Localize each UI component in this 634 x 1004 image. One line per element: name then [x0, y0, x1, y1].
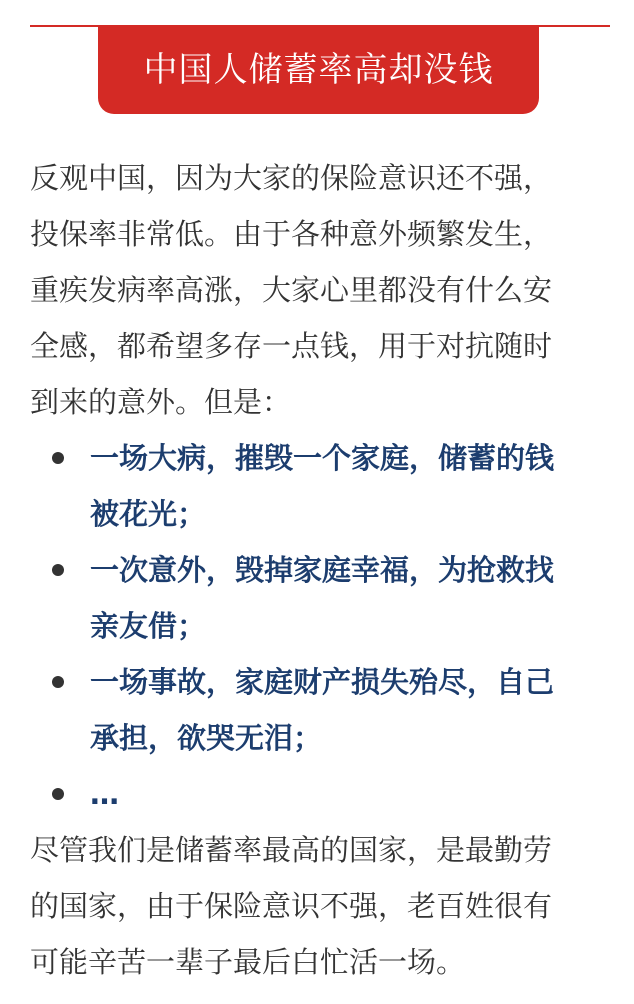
intro-line: 全感，都希望多存一点钱，用于对抗随时 — [30, 329, 553, 363]
bullet-dot-icon — [52, 452, 64, 464]
bullet-item — [30, 430, 606, 542]
conclusion-line: 可能辛苦一辈子最后白忙活一场。 — [30, 945, 466, 979]
bullet-dot-icon — [52, 676, 64, 688]
conclusion-line: 尽管我们是储蓄率最高的国家，是最勤劳 — [30, 833, 553, 867]
bullet-line: 亲友借； — [90, 609, 207, 643]
bullet-dot-icon — [52, 564, 64, 576]
intro-line: 到来的意外。但是： — [30, 385, 292, 419]
bullet-line: 一次意外，毁掉家庭幸福，为抢救找 — [90, 553, 555, 587]
bullet-line: … — [90, 777, 119, 811]
bullet-item — [30, 542, 606, 654]
intro-line: 重疾发病率高涨，大家心里都没有什么安 — [30, 273, 553, 307]
bullet-line: 一场大病，摧毁一个家庭，储蓄的钱 — [90, 441, 555, 475]
bullet-item — [30, 654, 606, 766]
bullet-line: 承担，欲哭无泪； — [90, 721, 323, 755]
conclusion-paragraph — [30, 822, 606, 990]
intro-paragraph — [30, 150, 606, 430]
bullet-line: 一场事故，家庭财产损失殆尽，自己 — [90, 665, 555, 699]
conclusion-line: 的国家，由于保险意识不强，老百姓很有 — [30, 889, 553, 923]
intro-line: 投保率非常低。由于各种意外频繁发生， — [30, 217, 553, 251]
bullet-line: 被花光； — [90, 497, 207, 531]
intro-line: 反观中国，因为大家的保险意识还不强， — [30, 161, 553, 195]
bullet-dot-icon — [52, 788, 64, 800]
title-banner — [98, 25, 539, 114]
bullet-list — [30, 430, 606, 822]
article-body — [30, 150, 606, 990]
bullet-item — [30, 766, 606, 822]
page-title: 中国人储蓄率高却没钱 — [143, 49, 494, 90]
